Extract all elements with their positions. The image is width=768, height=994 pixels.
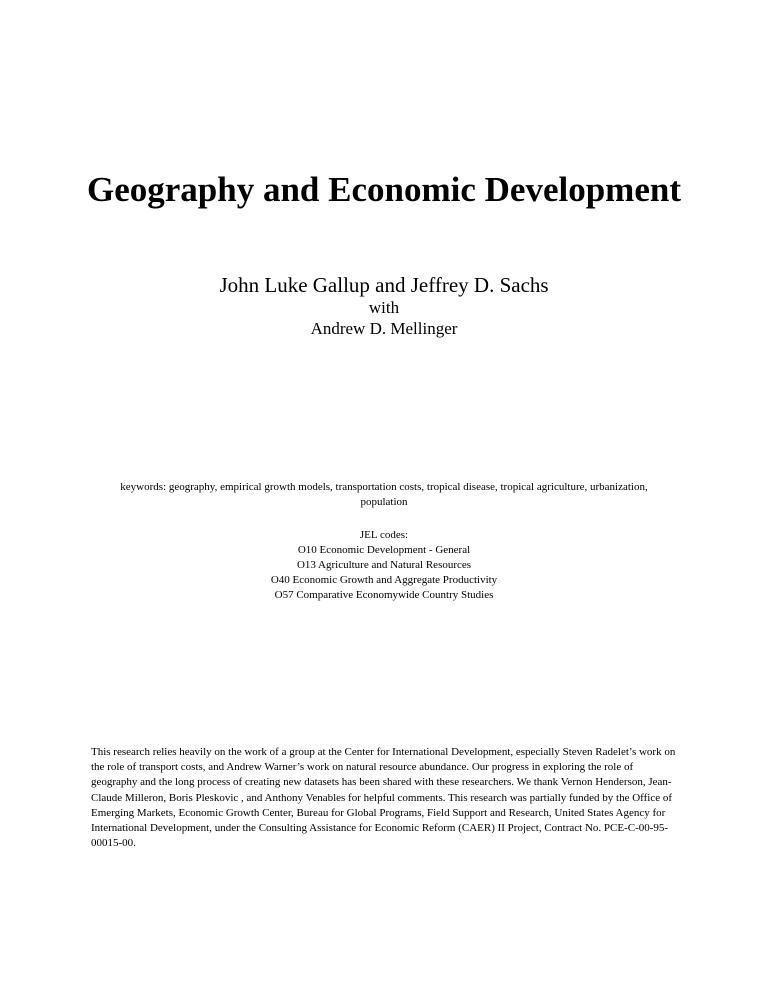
author-block bbox=[0, 272, 768, 339]
primary-authors: John Luke Gallup and Jeffrey D. Sachs bbox=[219, 273, 549, 297]
paper-title: Geography and Economic Development bbox=[86, 170, 681, 209]
jel-codes-block bbox=[0, 528, 768, 603]
with-connector: with bbox=[368, 298, 400, 317]
jel-code: O10 Economic Development - General bbox=[297, 544, 471, 556]
jel-heading: JEL codes: bbox=[359, 529, 409, 541]
keywords-line: keywords: geography, empirical growth models, transportation costs, tropical disease, tropical agriculture, urbanization, population bbox=[120, 481, 648, 508]
jel-code: O13 Agriculture and Natural Resources bbox=[296, 559, 472, 571]
jel-code: O40 Economic Growth and Aggregate Productivity bbox=[270, 574, 498, 586]
acknowledgement-paragraph: This research relies heavily on the work of a group at the Center for International Development, especially Steven Radelet’s work on the role of transport costs, and Andrew Warner’s work on natural resource abundance. Our progress in exploring the role of geography and the long process of creating new datasets has been shared with these researchers. We thank Vernon Henderson, Jean-Claude Milleron, Boris Pleskovic , and Anthony Venables for helpful comments. This research was partially funded by the Office of Emerging Markets, Economic Growth Center, Bureau for Global Programs, Field Support and Research, United States Agency for International Development, under the Consulting Assistance for Economic Reform (CAER) II Project, Contract No. PCE-C-00-95-00015-00. bbox=[91, 746, 676, 850]
secondary-author: Andrew D. Mellinger bbox=[310, 319, 458, 338]
jel-code: O57 Comparative Economywide Country Studies bbox=[274, 589, 494, 601]
